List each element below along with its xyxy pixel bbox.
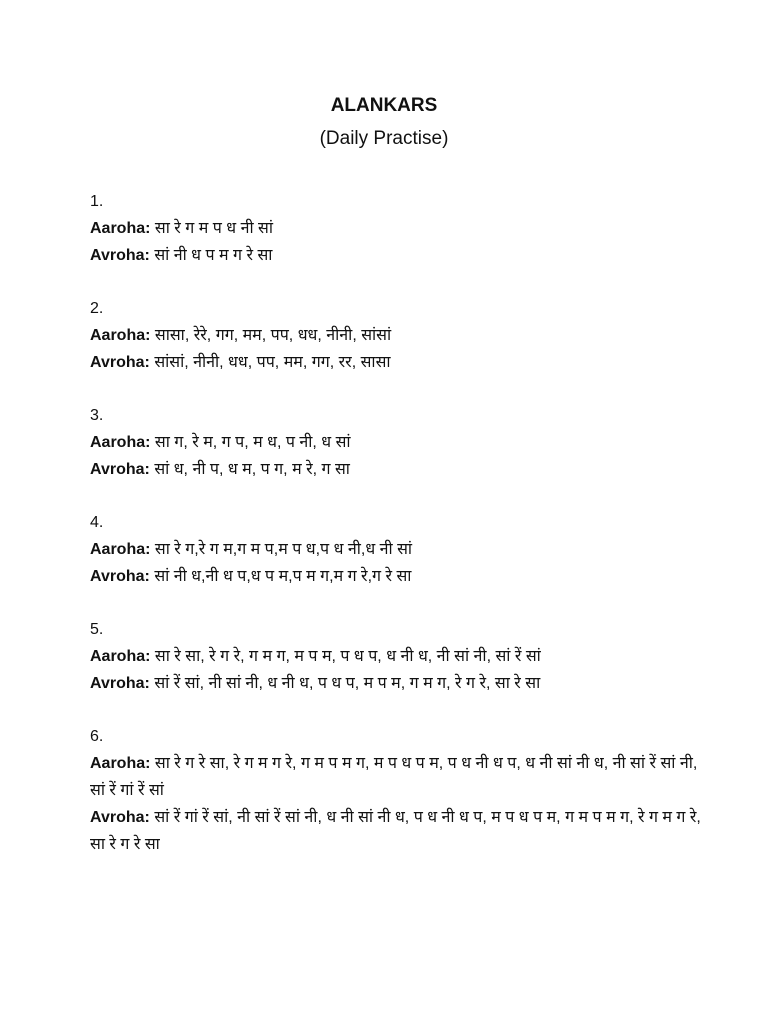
exercise-number: 4. bbox=[90, 514, 104, 531]
aaroha-notes: सासा, रेरे, गग, मम, पप, धध, नीनी, सांसां bbox=[154, 327, 392, 344]
exercise-1 bbox=[90, 188, 715, 269]
aaroha-label: Aaroha: bbox=[90, 327, 151, 344]
exercise-number: 5. bbox=[90, 621, 104, 638]
avroha-notes: सांसां, नीनी, धध, पप, मम, गग, रर, सासा bbox=[154, 354, 391, 371]
exercise-number: 3. bbox=[90, 407, 104, 424]
aaroha-line bbox=[90, 750, 715, 804]
exercise-3 bbox=[90, 402, 715, 483]
page-subtitle: (Daily Practise) bbox=[319, 128, 449, 149]
aaroha-notes: सा रे ग म प ध नी सां bbox=[154, 220, 274, 237]
aaroha-label: Aaroha: bbox=[90, 220, 151, 237]
avroha-notes: सां रें गां रें सां, नी सां रें सां नी, ध नी सां नी ध, प ध नी ध प, म प ध प म, ग म प म ग, रे ग म ग रे, सा रे ग रे सा bbox=[90, 809, 701, 853]
avroha-notes: सां नी ध प म ग रे सा bbox=[154, 247, 273, 264]
exercise-6 bbox=[90, 723, 715, 858]
exercise-2 bbox=[90, 295, 715, 376]
aaroha-notes: सा ग, रे म, ग प, म ध, प नी, ध सां bbox=[154, 434, 351, 451]
exercise-number: 1. bbox=[90, 193, 104, 210]
aaroha-line bbox=[90, 536, 715, 563]
avroha-line bbox=[90, 804, 715, 858]
avroha-line bbox=[90, 670, 715, 697]
aaroha-notes: सा रे ग,रे ग म,ग म प,म प ध,प ध नी,ध नी सां bbox=[154, 541, 413, 558]
aaroha-line bbox=[90, 215, 715, 242]
aaroha-notes: सा रे ग रे सा, रे ग म ग रे, ग म प म ग, म प ध प म, प ध नी ध प, ध नी सां नी ध, नी सां रें सां नी, सां रें गां रें सां bbox=[90, 755, 698, 799]
aaroha-notes: सा रे सा, रे ग रे, ग म ग, म प म, प ध प, ध नी ध, नी सां नी, सां रें सां bbox=[154, 648, 541, 665]
avroha-notes: सां रें सां, नी सां नी, ध नी ध, प ध प, म प म, ग म ग, रे ग रे, सा रे सा bbox=[154, 675, 541, 692]
aaroha-line bbox=[90, 322, 715, 349]
avroha-line bbox=[90, 456, 715, 483]
avroha-line bbox=[90, 242, 715, 269]
aaroha-label: Aaroha: bbox=[90, 434, 151, 451]
avroha-line bbox=[90, 563, 715, 590]
avroha-label: Avroha: bbox=[90, 675, 150, 692]
aaroha-label: Aaroha: bbox=[90, 755, 151, 772]
exercise-4 bbox=[90, 509, 715, 590]
avroha-label: Avroha: bbox=[90, 568, 150, 585]
avroha-label: Avroha: bbox=[90, 354, 150, 371]
exercise-number: 2. bbox=[90, 300, 104, 317]
avroha-label: Avroha: bbox=[90, 809, 150, 826]
avroha-notes: सां नी ध,नी ध प,ध प म,प म ग,म ग रे,ग रे सा bbox=[154, 568, 412, 585]
aaroha-label: Aaroha: bbox=[90, 541, 151, 558]
exercise-5 bbox=[90, 616, 715, 697]
avroha-line bbox=[90, 349, 715, 376]
aaroha-line bbox=[90, 429, 715, 456]
avroha-label: Avroha: bbox=[90, 247, 150, 264]
avroha-label: Avroha: bbox=[90, 461, 150, 478]
aaroha-label: Aaroha: bbox=[90, 648, 151, 665]
page-title: ALANKARS bbox=[330, 95, 438, 116]
exercise-number: 6. bbox=[90, 728, 104, 745]
aaroha-line bbox=[90, 643, 715, 670]
exercise-list bbox=[90, 188, 715, 884]
avroha-notes: सां ध, नी प, ध म, प ग, म रे, ग सा bbox=[154, 461, 350, 478]
